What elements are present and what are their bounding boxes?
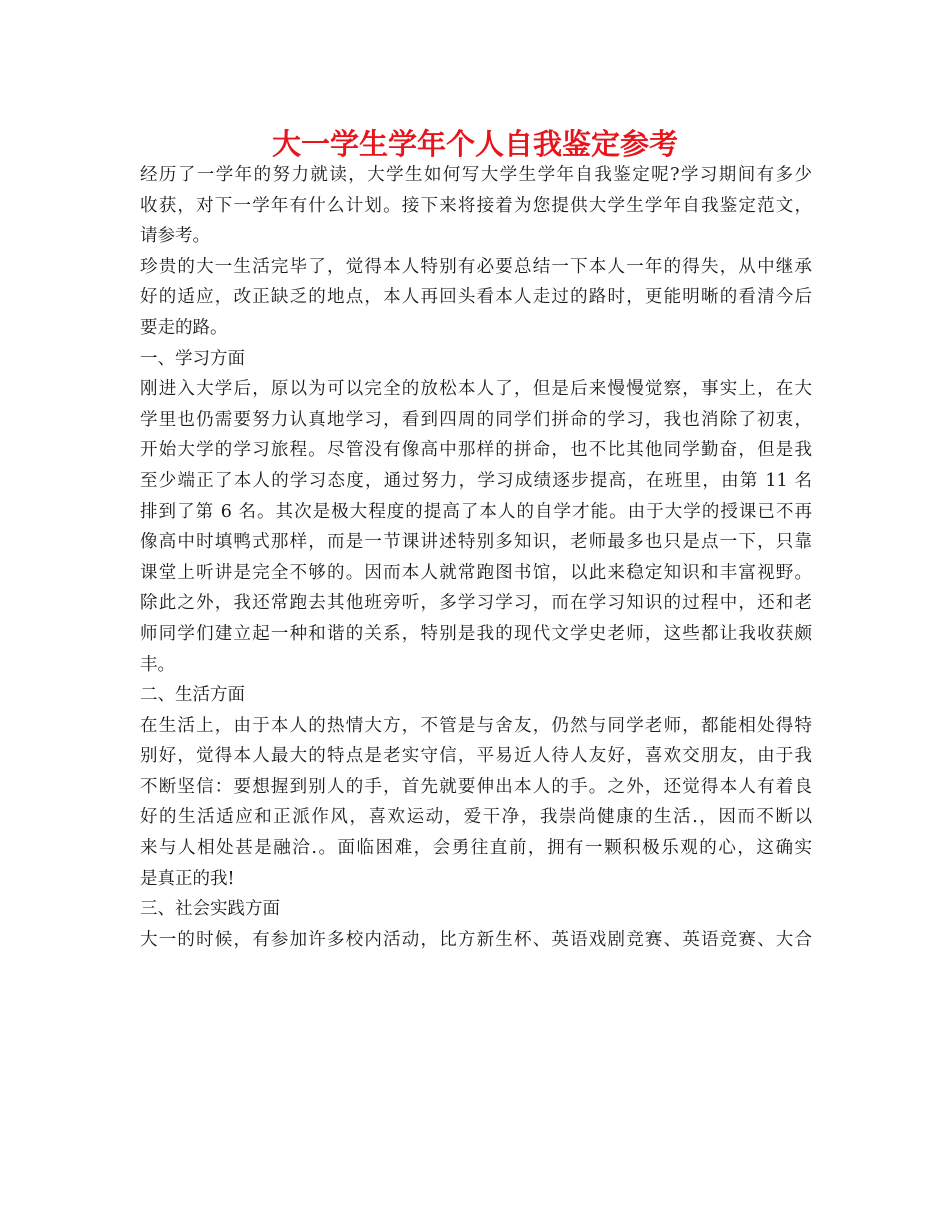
- body-line: 别好，觉得本人最大的特点是老实守信，平易近人待人友好，喜欢交朋友，由于我: [140, 746, 812, 767]
- body-line: 刚进入大学后，原以为可以完全的放松本人了，但是后来慢慢觉察，事实上，在大: [140, 379, 812, 400]
- document-body: [140, 160, 812, 955]
- body-line: 请参考。: [140, 226, 210, 247]
- body-line: 来与人相处甚是融洽.。面临困难，会勇往直前，拥有一颗积极乐观的心，这确实: [140, 838, 812, 859]
- body-line: 收获，对下一学年有什么计划。接下来将接着为您提供大学生学年自我鉴定范文，: [140, 195, 812, 216]
- body-line: 课堂上听讲是完全不够的。因而本人就常跑图书馆，以此来稳定知识和丰富视野。: [140, 562, 812, 583]
- body-line: 像高中时填鸭式那样，而是一节课讲述特别多知识，老师最多也只是点一下，只靠: [140, 532, 812, 553]
- body-line: 经历了一学年的努力就读，大学生如何写大学生学年自我鉴定呢?学习期间有多少: [140, 165, 812, 185]
- body-line: 排到了第 6 名。其次是极大程度的提高了本人的自学才能。由于大学的授课已不再: [140, 501, 812, 522]
- body-line: 学里也仍需要努力认真地学习，看到四周的同学们拼命的学习，我也消除了初衷，: [140, 409, 812, 430]
- body-line: 至少端正了本人的学习态度，通过努力，学习成绩逐步提高，在班里，由第 11 名: [140, 470, 812, 491]
- body-line: 好的适应，改正缺乏的地点，本人再回头看本人走过的路时，更能明晰的看清今后: [140, 287, 812, 308]
- body-line: 三、社会实践方面: [140, 899, 280, 920]
- body-line: 一、学习方面: [140, 348, 245, 369]
- body-line: 好的生活适应和正派作风，喜欢运动，爱干净，我崇尚健康的生活.，因而不断以: [140, 807, 812, 828]
- body-line: 除此之外，我还常跑去其他班旁听，多学习学习，而在学习知识的过程中，还和老: [140, 593, 812, 614]
- body-line: 是真正的我!: [140, 868, 235, 889]
- body-line: 师同学们建立起一种和谐的关系，特别是我的现代文学史老师，这些都让我收获颇: [140, 623, 812, 644]
- body-line: 在生活上，由于本人的热情大方，不管是与舍友，仍然与同学老师，都能相处得特: [140, 715, 812, 736]
- body-line: 二、生活方面: [140, 685, 245, 706]
- body-line: 大一的时候，有参加许多校内活动，比方新生杯、英语戏剧竞赛、英语竞赛、大合: [140, 929, 812, 950]
- document-title: 大一学生学年个人自我鉴定参考: [271, 127, 678, 161]
- body-line: 要走的路。: [140, 317, 228, 338]
- body-line: 丰。: [140, 654, 175, 675]
- body-line: 不断坚信：要想握到别人的手，首先就要伸出本人的手。之外，还觉得本人有着良: [140, 776, 812, 797]
- body-line: 珍贵的大一生活完毕了，觉得本人特别有必要总结一下本人一年的得失，从中继承: [140, 256, 812, 277]
- body-line: 开始大学的学习旅程。尽管没有像高中那样的拼命，也不比其他同学勤奋，但是我: [140, 440, 812, 461]
